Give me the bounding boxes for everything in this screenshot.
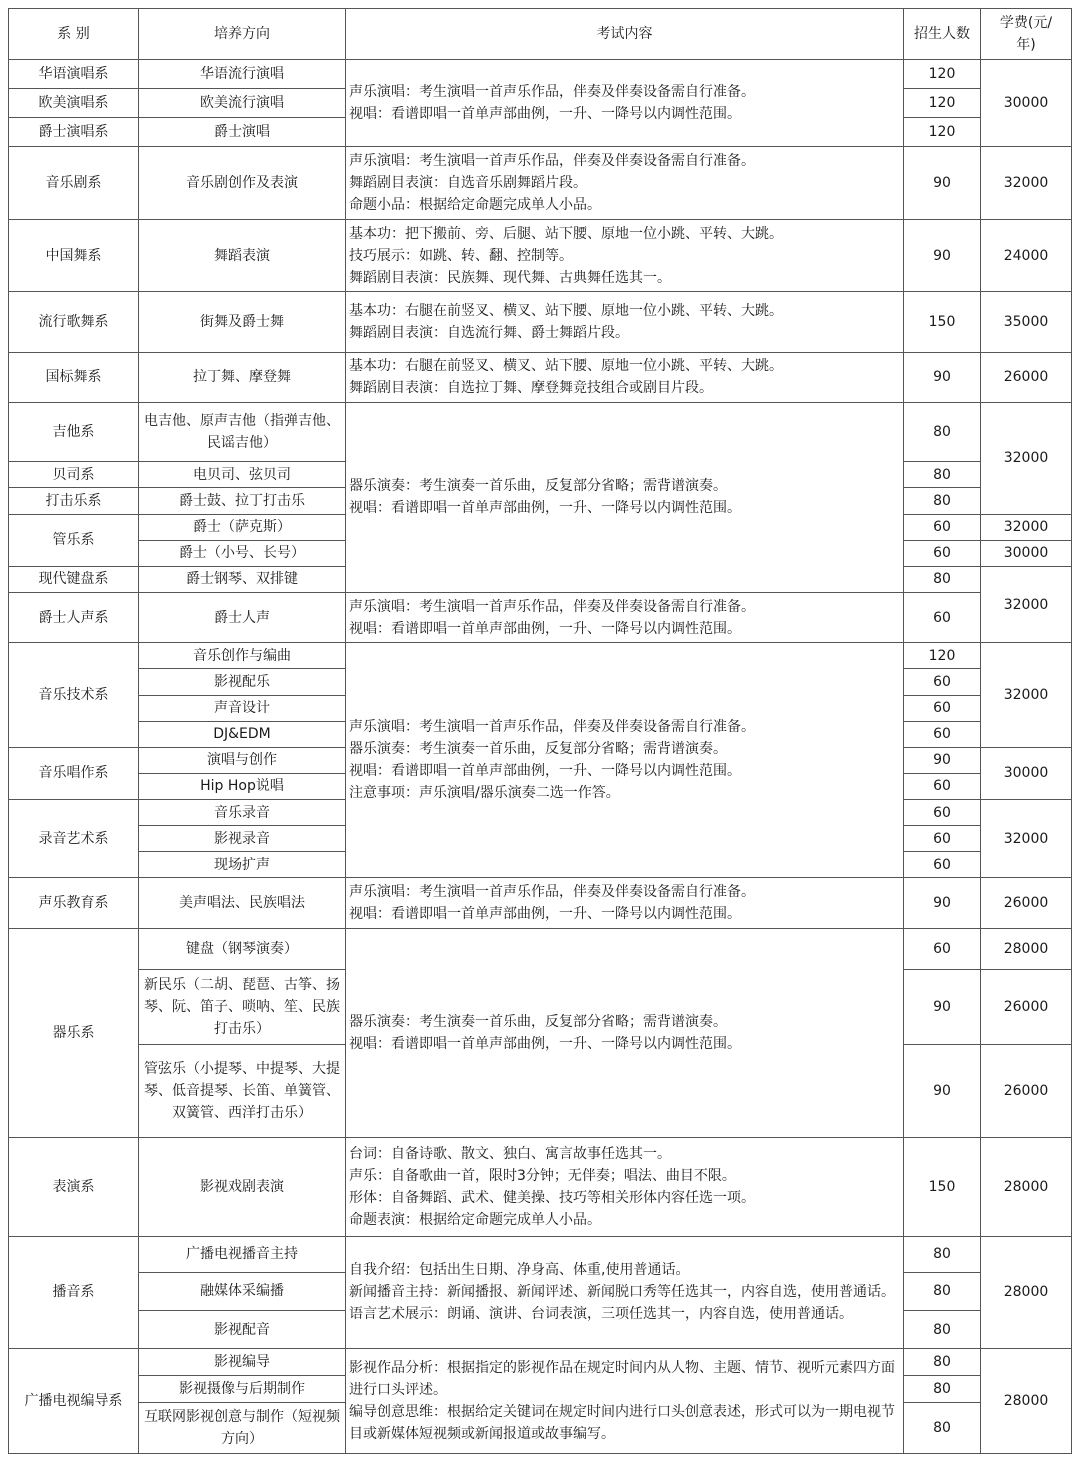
fee-cell: 32000 <box>981 643 1072 748</box>
direction-cell: 声音设计 <box>139 695 346 721</box>
quota-cell: 80 <box>904 462 981 488</box>
direction-cell: 音乐录音 <box>139 800 346 826</box>
exam-cell <box>346 592 904 642</box>
exam-line: 形体：自备舞蹈、武术、健美操、技巧等相关形体内容任选一项。 <box>349 1189 755 1206</box>
exam-line: 语言艺术展示：朗诵、演讲、台词表演，三项任选其一，内容自选，使用普通话。 <box>349 1306 853 1323</box>
quota-cell: 60 <box>904 514 981 540</box>
exam-line: 视唱：看谱即唱一首单声部曲例，一升、一降号以内调性范围。 <box>349 106 741 123</box>
fee-cell: 26000 <box>981 970 1072 1045</box>
quota-cell: 80 <box>904 566 981 592</box>
header-row <box>9 9 1072 60</box>
fee-cell: 28000 <box>981 1236 1072 1349</box>
exam-line: 器乐演奏：考生演奏一首乐曲，反复部分省略；需背谱演奏。 <box>349 478 727 495</box>
direction-cell: 互联网影视创意与制作（短视频方向） <box>139 1403 346 1454</box>
direction-cell: 影视配音 <box>139 1310 346 1348</box>
direction-cell: 爵士（小号、长号） <box>139 540 346 566</box>
direction-cell: 融媒体采编播 <box>139 1272 346 1310</box>
fee-cell: 30000 <box>981 60 1072 147</box>
dept-cell: 管乐系 <box>9 514 139 566</box>
header-dept: 系 别 <box>9 9 139 60</box>
fee-cell: 32000 <box>981 147 1072 219</box>
table-row <box>9 928 1072 969</box>
quota-cell: 120 <box>904 118 981 147</box>
quota-cell: 80 <box>904 1349 981 1376</box>
direction-cell: 新民乐（二胡、琵琶、古筝、扬琴、阮、笛子、唢呐、笙、民族打击乐） <box>139 970 346 1045</box>
exam-cell <box>346 292 904 352</box>
direction-cell: 电吉他、原声吉他（指弹吉他、民谣吉他） <box>139 402 346 461</box>
quota-cell: 150 <box>904 1137 981 1236</box>
quota-cell: 120 <box>904 60 981 89</box>
exam-line: 声乐演唱：考生演唱一首声乐作品，伴奏及伴奏设备需自行准备。 <box>349 884 755 901</box>
exam-cell <box>346 643 904 878</box>
dept-cell: 声乐教育系 <box>9 878 139 928</box>
quota-cell: 80 <box>904 1403 981 1454</box>
fee-cell: 32000 <box>981 514 1072 540</box>
direction-cell: 舞蹈表演 <box>139 219 346 291</box>
exam-line: 器乐演奏：考生演奏一首乐曲，反复部分省略；需背谱演奏。 <box>349 741 727 758</box>
exam-line: 声乐演唱：考生演唱一首声乐作品，伴奏及伴奏设备需自行准备。 <box>349 719 755 736</box>
exam-cell <box>346 402 904 592</box>
quota-cell: 60 <box>904 852 981 878</box>
exam-line: 舞蹈剧目表演：自选拉丁舞、摩登舞竞技组合或剧目片段。 <box>349 380 713 397</box>
direction-cell: 欧美流行演唱 <box>139 89 346 118</box>
exam-cell <box>346 1137 904 1236</box>
exam-cell <box>346 60 904 147</box>
quota-cell: 90 <box>904 352 981 402</box>
fee-cell: 30000 <box>981 747 1072 799</box>
admissions-table <box>8 8 1072 1454</box>
quota-cell: 150 <box>904 292 981 352</box>
dept-cell: 播音系 <box>9 1236 139 1349</box>
quota-cell: 90 <box>904 747 981 773</box>
direction-cell: 美声唱法、民族唱法 <box>139 878 346 928</box>
direction-cell: DJ&EDM <box>139 721 346 747</box>
quota-cell: 90 <box>904 147 981 219</box>
fee-cell: 32000 <box>981 566 1072 642</box>
direction-cell: 键盘（钢琴演奏） <box>139 928 346 969</box>
direction-cell: 广播电视播音主持 <box>139 1236 346 1272</box>
quota-cell: 80 <box>904 1310 981 1348</box>
quota-cell: 120 <box>904 643 981 669</box>
fee-cell: 32000 <box>981 402 1072 514</box>
direction-cell: 爵士（萨克斯） <box>139 514 346 540</box>
direction-cell: 爵士人声 <box>139 592 346 642</box>
quota-cell: 80 <box>904 1272 981 1310</box>
dept-cell: 现代键盘系 <box>9 566 139 592</box>
direction-cell: 爵士鼓、拉丁打击乐 <box>139 488 346 514</box>
exam-line: 舞蹈剧目表演：自选流行舞、爵士舞蹈片段。 <box>349 324 629 341</box>
direction-cell: Hip Hop说唱 <box>139 773 346 799</box>
exam-line: 视唱：看谱即唱一首单声部曲例，一升、一降号以内调性范围。 <box>349 906 741 923</box>
dept-cell: 表演系 <box>9 1137 139 1236</box>
fee-cell: 26000 <box>981 1045 1072 1138</box>
quota-cell: 60 <box>904 540 981 566</box>
quota-cell: 60 <box>904 721 981 747</box>
exam-line: 技巧展示：如跳、转、翻、控制等。 <box>349 247 573 264</box>
exam-line: 编导创意思维：根据给定关键词在规定时间内进行口头创意表述，形式可以为一期电视节目或新媒体短视频或新闻报道或故事编写。 <box>349 1404 895 1443</box>
fee-cell: 26000 <box>981 878 1072 928</box>
header-fee: 学费(元/年) <box>981 9 1072 60</box>
header-exam: 考试内容 <box>346 9 904 60</box>
table-row <box>9 878 1072 928</box>
direction-cell: 影视录音 <box>139 826 346 852</box>
exam-line: 视唱：看谱即唱一首单声部曲例，一升、一降号以内调性范围。 <box>349 620 741 637</box>
table-row <box>9 1137 1072 1236</box>
table-row <box>9 1349 1072 1376</box>
dept-cell: 器乐系 <box>9 928 139 1137</box>
direction-cell: 现场扩声 <box>139 852 346 878</box>
exam-line: 声乐演唱：考生演唱一首声乐作品，伴奏及伴奏设备需自行准备。 <box>349 153 755 170</box>
direction-cell: 影视配乐 <box>139 669 346 695</box>
direction-cell: 影视摄像与后期制作 <box>139 1376 346 1403</box>
quota-cell: 60 <box>904 695 981 721</box>
exam-line: 声乐演唱：考生演唱一首声乐作品，伴奏及伴奏设备需自行准备。 <box>349 598 755 615</box>
dept-cell: 国标舞系 <box>9 352 139 402</box>
quota-cell: 60 <box>904 669 981 695</box>
dept-cell: 音乐唱作系 <box>9 747 139 799</box>
exam-line: 基本功：把下搬前、旁、后腿、站下腰、原地一位小跳、平转、大跳。 <box>349 225 783 242</box>
exam-cell <box>346 1349 904 1454</box>
exam-line: 命题表演：根据给定命题完成单人小品。 <box>349 1211 601 1228</box>
exam-line: 视唱：看谱即唱一首单声部曲例，一升、一降号以内调性范围。 <box>349 500 741 517</box>
fee-cell: 26000 <box>981 352 1072 402</box>
direction-cell: 演唱与创作 <box>139 747 346 773</box>
exam-line: 声乐：自备歌曲一首，限时3分钟；无伴奏；唱法、曲目不限。 <box>349 1167 736 1184</box>
exam-line: 基本功：右腿在前竖叉、横叉、站下腰、原地一位小跳、平转、大跳。 <box>349 358 783 375</box>
quota-cell: 120 <box>904 89 981 118</box>
dept-cell: 音乐剧系 <box>9 147 139 219</box>
exam-cell <box>346 352 904 402</box>
exam-line: 视唱：看谱即唱一首单声部曲例，一升、一降号以内调性范围。 <box>349 1035 741 1052</box>
dept-cell: 华语演唱系 <box>9 60 139 89</box>
exam-line: 新闻播音主持：新闻播报、新闻评述、新闻脱口秀等任选其一，内容自选，使用普通话。 <box>349 1284 895 1301</box>
dept-cell: 爵士人声系 <box>9 592 139 642</box>
quota-cell: 90 <box>904 970 981 1045</box>
exam-line: 注意事项：声乐演唱/器乐演奏二选一作答。 <box>349 785 620 802</box>
exam-cell <box>346 219 904 291</box>
table-row <box>9 292 1072 352</box>
exam-cell <box>346 147 904 219</box>
header-direction: 培养方向 <box>139 9 346 60</box>
direction-cell: 影视编导 <box>139 1349 346 1376</box>
quota-cell: 60 <box>904 928 981 969</box>
fee-cell: 32000 <box>981 800 1072 878</box>
quota-cell: 80 <box>904 488 981 514</box>
quota-cell: 60 <box>904 773 981 799</box>
quota-cell: 60 <box>904 800 981 826</box>
exam-line: 声乐演唱：考生演唱一首声乐作品，伴奏及伴奏设备需自行准备。 <box>349 84 755 101</box>
dept-cell: 录音艺术系 <box>9 800 139 878</box>
exam-line: 自我介绍：包括出生日期、净身高、体重,使用普通话。 <box>349 1262 690 1279</box>
direction-cell: 华语流行演唱 <box>139 60 346 89</box>
dept-cell: 中国舞系 <box>9 219 139 291</box>
direction-cell: 街舞及爵士舞 <box>139 292 346 352</box>
fee-cell: 30000 <box>981 540 1072 566</box>
exam-cell <box>346 928 904 1137</box>
dept-cell: 广播电视编导系 <box>9 1349 139 1454</box>
quota-cell: 60 <box>904 592 981 642</box>
dept-cell: 流行歌舞系 <box>9 292 139 352</box>
dept-cell: 吉他系 <box>9 402 139 461</box>
table-row <box>9 402 1072 461</box>
direction-cell: 影视戏剧表演 <box>139 1137 346 1236</box>
direction-cell: 音乐创作与编曲 <box>139 643 346 669</box>
table-row <box>9 147 1072 219</box>
quota-cell: 80 <box>904 1376 981 1403</box>
table-row <box>9 592 1072 642</box>
exam-cell <box>346 878 904 928</box>
fee-cell: 28000 <box>981 1349 1072 1454</box>
direction-cell: 管弦乐（小提琴、中提琴、大提琴、低音提琴、长笛、单簧管、双簧管、西洋打击乐） <box>139 1045 346 1138</box>
fee-cell: 28000 <box>981 1137 1072 1236</box>
dept-cell: 贝司系 <box>9 462 139 488</box>
dept-cell: 爵士演唱系 <box>9 118 139 147</box>
exam-line: 舞蹈剧目表演：民族舞、现代舞、古典舞任选其一。 <box>349 269 671 286</box>
exam-line: 基本功：右腿在前竖叉、横叉、站下腰、原地一位小跳、平转、大跳。 <box>349 302 783 319</box>
quota-cell: 80 <box>904 402 981 461</box>
exam-line: 视唱：看谱即唱一首单声部曲例，一升、一降号以内调性范围。 <box>349 763 741 780</box>
fee-cell: 35000 <box>981 292 1072 352</box>
direction-cell: 音乐剧创作及表演 <box>139 147 346 219</box>
table-row <box>9 352 1072 402</box>
dept-cell: 音乐技术系 <box>9 643 139 748</box>
direction-cell: 爵士钢琴、双排键 <box>139 566 346 592</box>
dept-cell: 欧美演唱系 <box>9 89 139 118</box>
header-quota: 招生人数 <box>904 9 981 60</box>
exam-line: 器乐演奏：考生演奏一首乐曲，反复部分省略；需背谱演奏。 <box>349 1013 727 1030</box>
quota-cell: 90 <box>904 219 981 291</box>
exam-line: 舞蹈剧目表演：自选音乐剧舞蹈片段。 <box>349 175 587 192</box>
fee-cell: 24000 <box>981 219 1072 291</box>
quota-cell: 90 <box>904 878 981 928</box>
table-row <box>9 219 1072 291</box>
table-row <box>9 1236 1072 1272</box>
direction-cell: 拉丁舞、摩登舞 <box>139 352 346 402</box>
table-row <box>9 643 1072 669</box>
table-row <box>9 60 1072 89</box>
quota-cell: 80 <box>904 1236 981 1272</box>
quota-cell: 90 <box>904 1045 981 1138</box>
exam-line: 影视作品分析：根据指定的影视作品在规定时间内从人物、主题、情节、视听元素四方面进行口头评述。 <box>349 1360 895 1399</box>
exam-cell <box>346 1236 904 1349</box>
dept-cell: 打击乐系 <box>9 488 139 514</box>
exam-line: 命题小品：根据给定命题完成单人小品。 <box>349 197 601 214</box>
exam-line: 台词：自备诗歌、散文、独白、寓言故事任选其一。 <box>349 1145 671 1162</box>
fee-cell: 28000 <box>981 928 1072 969</box>
quota-cell: 60 <box>904 826 981 852</box>
direction-cell: 爵士演唱 <box>139 118 346 147</box>
direction-cell: 电贝司、弦贝司 <box>139 462 346 488</box>
